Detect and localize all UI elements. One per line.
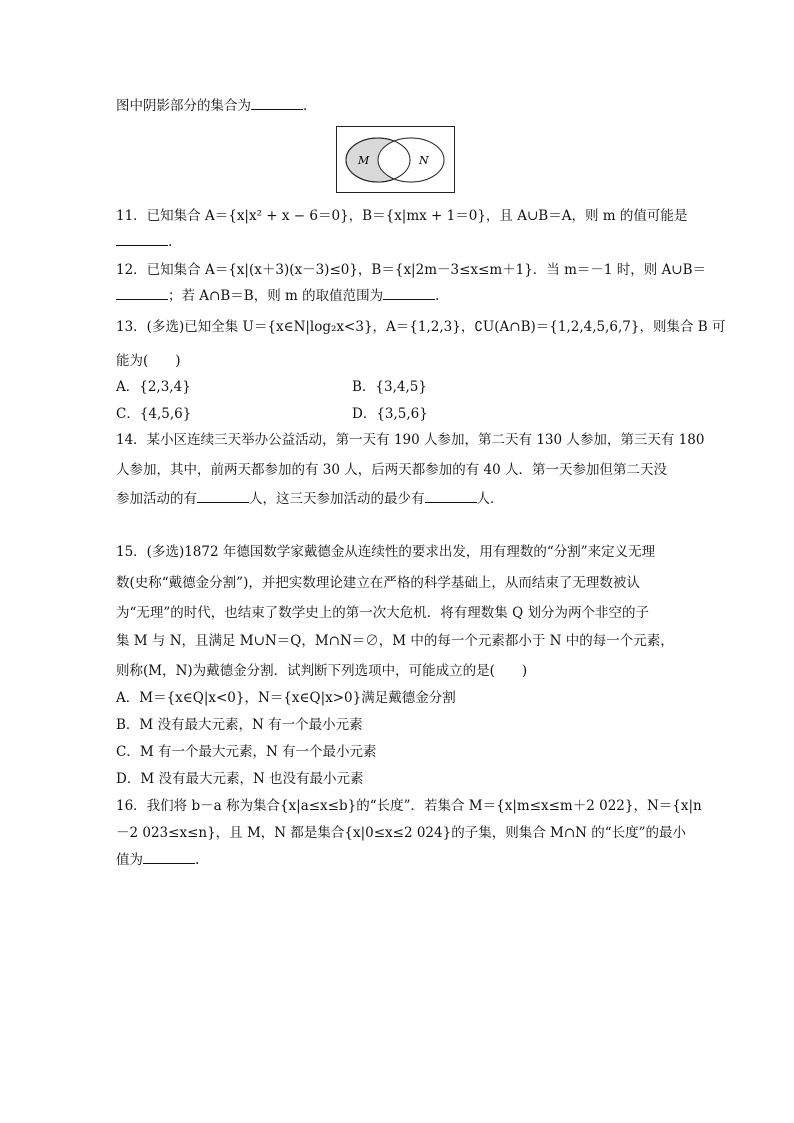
q15-option-c: C．M 有一个最大元素，N 有一个最小元素 bbox=[116, 744, 377, 760]
q16-text: 值为 bbox=[116, 852, 143, 868]
label-n: N bbox=[419, 154, 429, 167]
q13-line1: 13．(多选)已知全集 U＝{x∈N|log₂x<3}，A＝{1,2,3}，∁U(A∩B)＝{1,2,4,5,6,7}，则集合 B 可 bbox=[116, 319, 726, 335]
q11-line1 bbox=[116, 207, 687, 225]
q14-end: 人． bbox=[476, 491, 504, 507]
q12-line2 bbox=[116, 287, 439, 305]
q11-stem: A＝{x|x² + x − 6＝0}，B＝{x|mx + 1＝0}，且 A∪B＝A，则 m 的值可能是 bbox=[204, 208, 688, 224]
set-n-ellipse bbox=[378, 138, 444, 182]
q14-text-b: 人，这三天参加活动的最少有 bbox=[249, 491, 425, 507]
q15-line2: 数(史称“戴德金分割”)，并把实数理论建立在严格的科学基础上，从而结束了无理数被认 bbox=[116, 575, 640, 591]
q13-option-a: A．{2,3,4} bbox=[116, 379, 191, 395]
q15-option-b: B．M 没有最大元素，N 有一个最小元素 bbox=[116, 717, 363, 733]
venn-diagram bbox=[336, 126, 455, 193]
label-m: M bbox=[358, 154, 370, 167]
answer-blank bbox=[197, 490, 249, 503]
q14-line3 bbox=[116, 490, 504, 508]
q16-line2: －2 023≤x≤n}，且 M，N 都是集合{x|0≤x≤2 024}的子集，则集合 M∩N 的“长度”的最小 bbox=[116, 825, 687, 841]
q13-option-d: D．{3,5,6} bbox=[352, 406, 428, 422]
q12-end: . bbox=[435, 288, 440, 304]
q16-end: . bbox=[195, 852, 200, 868]
intro-line bbox=[116, 97, 307, 115]
q13-option-c: C．{4,5,6} bbox=[116, 406, 192, 422]
q14-line1: 14．某小区连续三天举办公益活动，第一天有 190 人参加，第二天有 130 人参加，第三天有 180 bbox=[116, 432, 705, 448]
q15-line5: 则称(M，N)为戴德金分割．试判断下列选项中，可能成立的是( ) bbox=[116, 663, 528, 679]
q15-line3: 为“无理”的时代，也结束了数学史上的第一次大危机．将有理数集 Q 划分为两个非空的子 bbox=[116, 605, 649, 621]
q15-line4: 集 M 与 N，且满足 M∪N＝Q，M∩N＝∅，M 中的每一个元素都小于 N 中的每一个元素， bbox=[116, 633, 674, 649]
answer-blank bbox=[383, 287, 435, 300]
intro-end: . bbox=[303, 98, 308, 114]
answer-blank bbox=[251, 97, 303, 110]
q16-line1: 16．我们将 b－a 称为集合{x|a≤x≤b}的“长度”．若集合 M＝{x|m≤x≤m＋2 022}，N＝{x|n bbox=[116, 798, 702, 814]
q15-option-a: A．M＝{x∈Q|x<0}，N＝{x∈Q|x>0}满足戴德金分割 bbox=[116, 690, 456, 706]
q11-number: 11．已知集合 bbox=[116, 208, 205, 224]
intro-text: 图中阴影部分的集合为 bbox=[116, 98, 251, 114]
q15-option-d: D．M 没有最大元素，N 也没有最小元素 bbox=[116, 771, 364, 787]
q11-end: . bbox=[168, 234, 173, 250]
q11-line2 bbox=[116, 233, 172, 251]
q12-line1: 12．已知集合 A＝{x|(x＋3)(x－3)≤0}，B＝{x|2m－3≤x≤m＋1}．当 m＝－1 时，则 A∪B＝ bbox=[116, 262, 707, 278]
q16-line3 bbox=[116, 851, 199, 869]
answer-blank bbox=[425, 490, 477, 503]
q13-line2: 能为( ) bbox=[116, 353, 181, 369]
q13-option-b: B．{3,4,5} bbox=[352, 379, 427, 395]
q15-line1: 15．(多选)1872 年德国数学家戴德金从连续性的要求出发，用有理数的“分割”来定义无理 bbox=[116, 544, 656, 560]
answer-blank bbox=[143, 851, 195, 864]
q14-text-a: 参加活动的有 bbox=[116, 491, 197, 507]
q12-stem: ；若 A∩B＝B，则 m 的取值范围为 bbox=[168, 288, 384, 304]
answer-blank bbox=[116, 233, 168, 246]
q14-line2: 人参加，其中，前两天都参加的有 30 人，后两天都参加的有 40 人．第一天参加但第二天没 bbox=[116, 462, 668, 478]
answer-blank bbox=[116, 287, 168, 300]
